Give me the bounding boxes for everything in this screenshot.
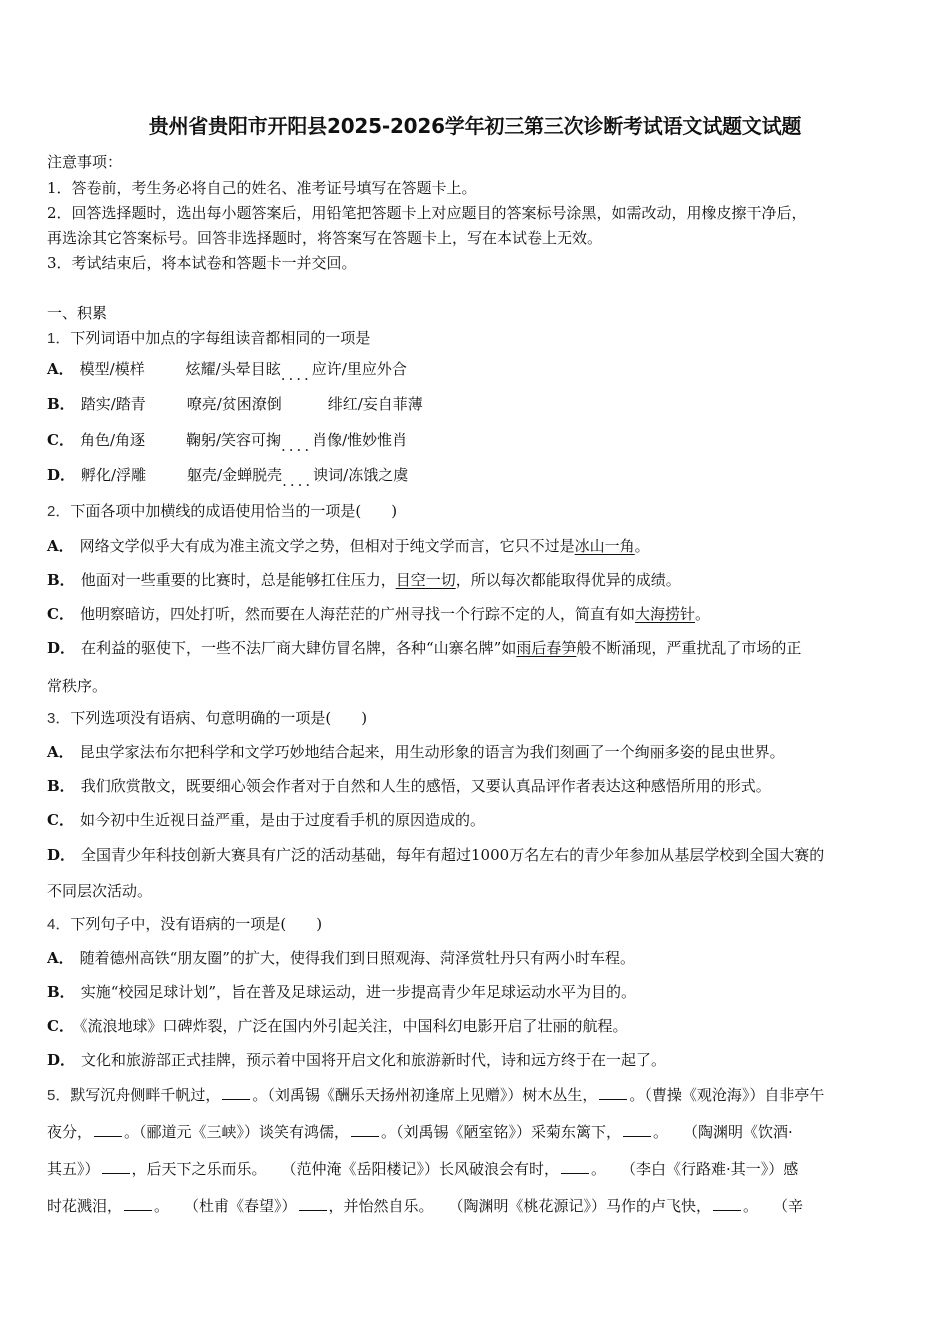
option-text: 。 (694, 605, 710, 623)
option-label: D． (47, 466, 76, 484)
option-word: 孵化/浮雕 (81, 466, 147, 484)
q3-option-a[interactable] (47, 742, 785, 762)
q2-option-b[interactable] (47, 570, 681, 590)
answer-blank[interactable] (623, 1124, 651, 1137)
q5-line (47, 1159, 798, 1179)
option-label: B． (47, 395, 75, 413)
option-label: B． (47, 983, 75, 1001)
notice-heading: 注意事项： (47, 153, 123, 171)
answer-blank[interactable] (102, 1161, 130, 1174)
answer-blank[interactable] (351, 1124, 379, 1137)
option-label: B． (47, 571, 75, 589)
answer-blank[interactable] (299, 1198, 327, 1211)
option-text: 般不断涌现，严重扰乱了市场的正 (576, 639, 802, 657)
notice-item: 1．答卷前，考生务必将自己的姓名、准考证号填写在答题卡上。 (47, 179, 477, 197)
section-heading: 一、积累 (47, 304, 108, 322)
question-text: 。（郦道元《三峡》）谈笑有鸿儒， (124, 1123, 350, 1141)
question-text: 。 （辛 (743, 1197, 804, 1215)
q1-option-b[interactable] (47, 394, 423, 414)
option-text: 全国青少年科技创新大赛具有广泛的活动基础，每年有超过1000万名左右的青少年参加从基层学校到全国大赛的 (81, 846, 825, 864)
q2-option-a[interactable] (47, 536, 650, 556)
option-label: C． (47, 811, 74, 829)
q3-option-b[interactable] (47, 776, 771, 796)
q5-line (47, 1122, 793, 1142)
option-text: 。 (634, 537, 650, 555)
q1-option-d[interactable] (47, 465, 409, 490)
option-text: 我们欣赏散文，既要细心领会作者对于自然和人生的感悟，又要认真品评作者表达这种感悟所用的形式。 (80, 777, 771, 795)
question-3-stem (47, 708, 367, 729)
q5-line (47, 1196, 803, 1216)
q2-option-d[interactable] (47, 638, 801, 658)
option-text: 他明察暗访，四处打听，然而要在人海茫茫的广州寻找一个行踪不定的人，简直有如 (79, 605, 635, 623)
question-text: 。（刘禹锡《酬乐天扬州初逢席上见赠》）树木丛生， (252, 1086, 598, 1104)
question-text: 下列句子中，没有语病的一项是( ) (70, 915, 323, 933)
q2-option-c[interactable] (47, 604, 710, 624)
question-text: 下面各项中加横线的成语使用恰当的一项是( ) (70, 502, 398, 520)
option-word: 绯红/妄自菲薄 (327, 395, 423, 413)
option-text: 他面对一些重要的比赛时，总是能够扛住压力， (80, 571, 396, 589)
option-text: ，所以每次都能取得优异的成绩。 (455, 571, 681, 589)
option-word: 角色/角逐 (79, 431, 146, 449)
option-word: 肖像/惟妙惟肖 (312, 431, 408, 449)
answer-blank[interactable] (561, 1161, 589, 1174)
option-text: 网络文学似乎大有成为准主流文学之势，但相对于纯文学而言，它只不过是 (79, 537, 575, 555)
question-text: 。（刘禹锡《陋室铭》）采菊东篱下， (381, 1123, 622, 1141)
question-number: 3． (47, 710, 71, 727)
q5-line (47, 1085, 824, 1106)
option-label: D． (47, 639, 76, 657)
answer-blank[interactable] (222, 1087, 250, 1100)
emphasis-dots: .... (281, 437, 313, 455)
question-text: 时花溅泪， (47, 1197, 123, 1215)
question-1-stem (47, 328, 370, 349)
question-text: 。（曹操《观沧海》）自非亭午 (629, 1086, 825, 1104)
question-text: 。 （杜甫《春望》） (154, 1197, 297, 1215)
option-label: A． (47, 743, 74, 761)
option-word: 踏实/踏青 (80, 395, 146, 413)
q4-option-b[interactable] (47, 982, 636, 1002)
q4-option-c[interactable] (47, 1016, 627, 1036)
option-continuation: 不同层次活动。 (47, 882, 153, 900)
question-number: 1． (47, 330, 71, 347)
option-label: C． (47, 431, 74, 449)
option-word: 躯壳/金蝉脱壳 (187, 466, 283, 484)
option-label: A． (47, 949, 74, 967)
question-text: ，并怡然自乐。 （陶渊明《桃花源记》）马作的卢飞快， (328, 1197, 712, 1215)
question-text: 下列词语中加点的字每组读音都相同的一项是 (70, 329, 371, 347)
question-text: 默写沉舟侧畔千帆过， (70, 1086, 221, 1104)
answer-blank[interactable] (599, 1087, 627, 1100)
emphasis-dots: .... (280, 366, 312, 384)
question-4-stem (47, 914, 322, 935)
option-word: 模型/模样 (79, 360, 145, 378)
notice-item: 再选涂其它答案标号。回答非选择题时，将答案写在答题卡上，写在本试卷上无效。 (47, 229, 603, 247)
option-label: D． (47, 846, 76, 864)
emphasis-dots: .... (282, 472, 314, 490)
question-text: 夜分， (47, 1123, 93, 1141)
question-text: 下列选项没有语病、句意明确的一项是( ) (70, 709, 368, 727)
option-label: A． (47, 360, 74, 378)
option-label: C． (47, 605, 74, 623)
option-word: 应许/里应外合 (311, 360, 407, 378)
answer-blank[interactable] (94, 1124, 122, 1137)
question-text: 。 （李白《行路难·其一》）感 (591, 1160, 799, 1178)
question-number: 4． (47, 916, 71, 933)
page-title: 贵州省贵阳市开阳县2025-2026学年初三第三次诊断考试语文试题文试题 (148, 114, 802, 138)
option-word: 鞠躬/笑容可掬 (185, 431, 282, 449)
question-2-stem (47, 501, 397, 522)
underlined-idiom: 冰山一角 (574, 537, 635, 555)
answer-blank[interactable] (124, 1198, 152, 1211)
option-text: 如今初中生近视日益严重，是由于过度看手机的原因造成的。 (79, 811, 485, 829)
notice-item: 2．回答选择题时，选出每小题答案后，用铅笔把答题卡上对应题目的答案标号涂黑，如需改动，用橡皮擦干净后， (47, 204, 807, 222)
option-label: B． (47, 777, 75, 795)
option-text: 昆虫学家法布尔把科学和文学巧妙地结合起来，用生动形象的语言为我们刻画了一个绚丽多姿的昆虫世界。 (79, 743, 785, 761)
option-word: 谀词/冻饿之虞 (313, 466, 409, 484)
question-text: 其五》） (47, 1160, 100, 1178)
underlined-idiom: 雨后春笋 (516, 639, 577, 657)
q3-option-c[interactable] (47, 810, 485, 830)
option-text: 文化和旅游部正式挂牌，预示着中国将开启文化和旅游新时代，诗和远方终于在一起了。 (81, 1051, 667, 1069)
notice-item: 3．考试结束后，将本试卷和答题卡一并交回。 (47, 254, 357, 272)
option-word: 炫耀/头晕目眩 (185, 360, 281, 378)
option-text: 随着德州高铁“朋友圈”的扩大，使得我们到日照观海、菏泽赏牡丹只有两小时车程。 (79, 949, 635, 967)
option-label: D． (47, 1051, 76, 1069)
option-text: 《流浪地球》口碑炸裂，广泛在国内外引起关注，中国科幻电影开启了壮丽的航程。 (79, 1017, 628, 1035)
option-label: C． (47, 1017, 74, 1035)
question-number: 2． (47, 503, 71, 520)
option-text: 在利益的驱使下，一些不法厂商大肆仿冒名牌，各种“山寨名牌”如 (81, 639, 517, 657)
option-word: 嘹亮/贫困潦倒 (186, 395, 282, 413)
q1-option-a[interactable] (47, 359, 407, 384)
option-continuation: 常秩序。 (47, 677, 108, 695)
q4-option-d[interactable] (47, 1050, 666, 1070)
q1-option-c[interactable] (47, 430, 408, 455)
q3-option-d[interactable] (47, 845, 824, 865)
q4-option-a[interactable] (47, 948, 635, 968)
option-label: A． (47, 537, 74, 555)
answer-blank[interactable] (713, 1198, 741, 1211)
question-text: 。 （陶渊明《饮酒· (653, 1123, 793, 1141)
underlined-idiom: 大海捞针 (634, 605, 695, 623)
question-number: 5． (47, 1087, 71, 1104)
underlined-idiom: 目空一切 (395, 571, 456, 589)
question-text: ，后天下之乐而乐。 （范仲淹《岳阳楼记》）长风破浪会有时， (131, 1160, 560, 1178)
option-text: 实施“校园足球计划”，旨在普及足球运动，进一步提高青少年足球运动水平为目的。 (80, 983, 637, 1001)
